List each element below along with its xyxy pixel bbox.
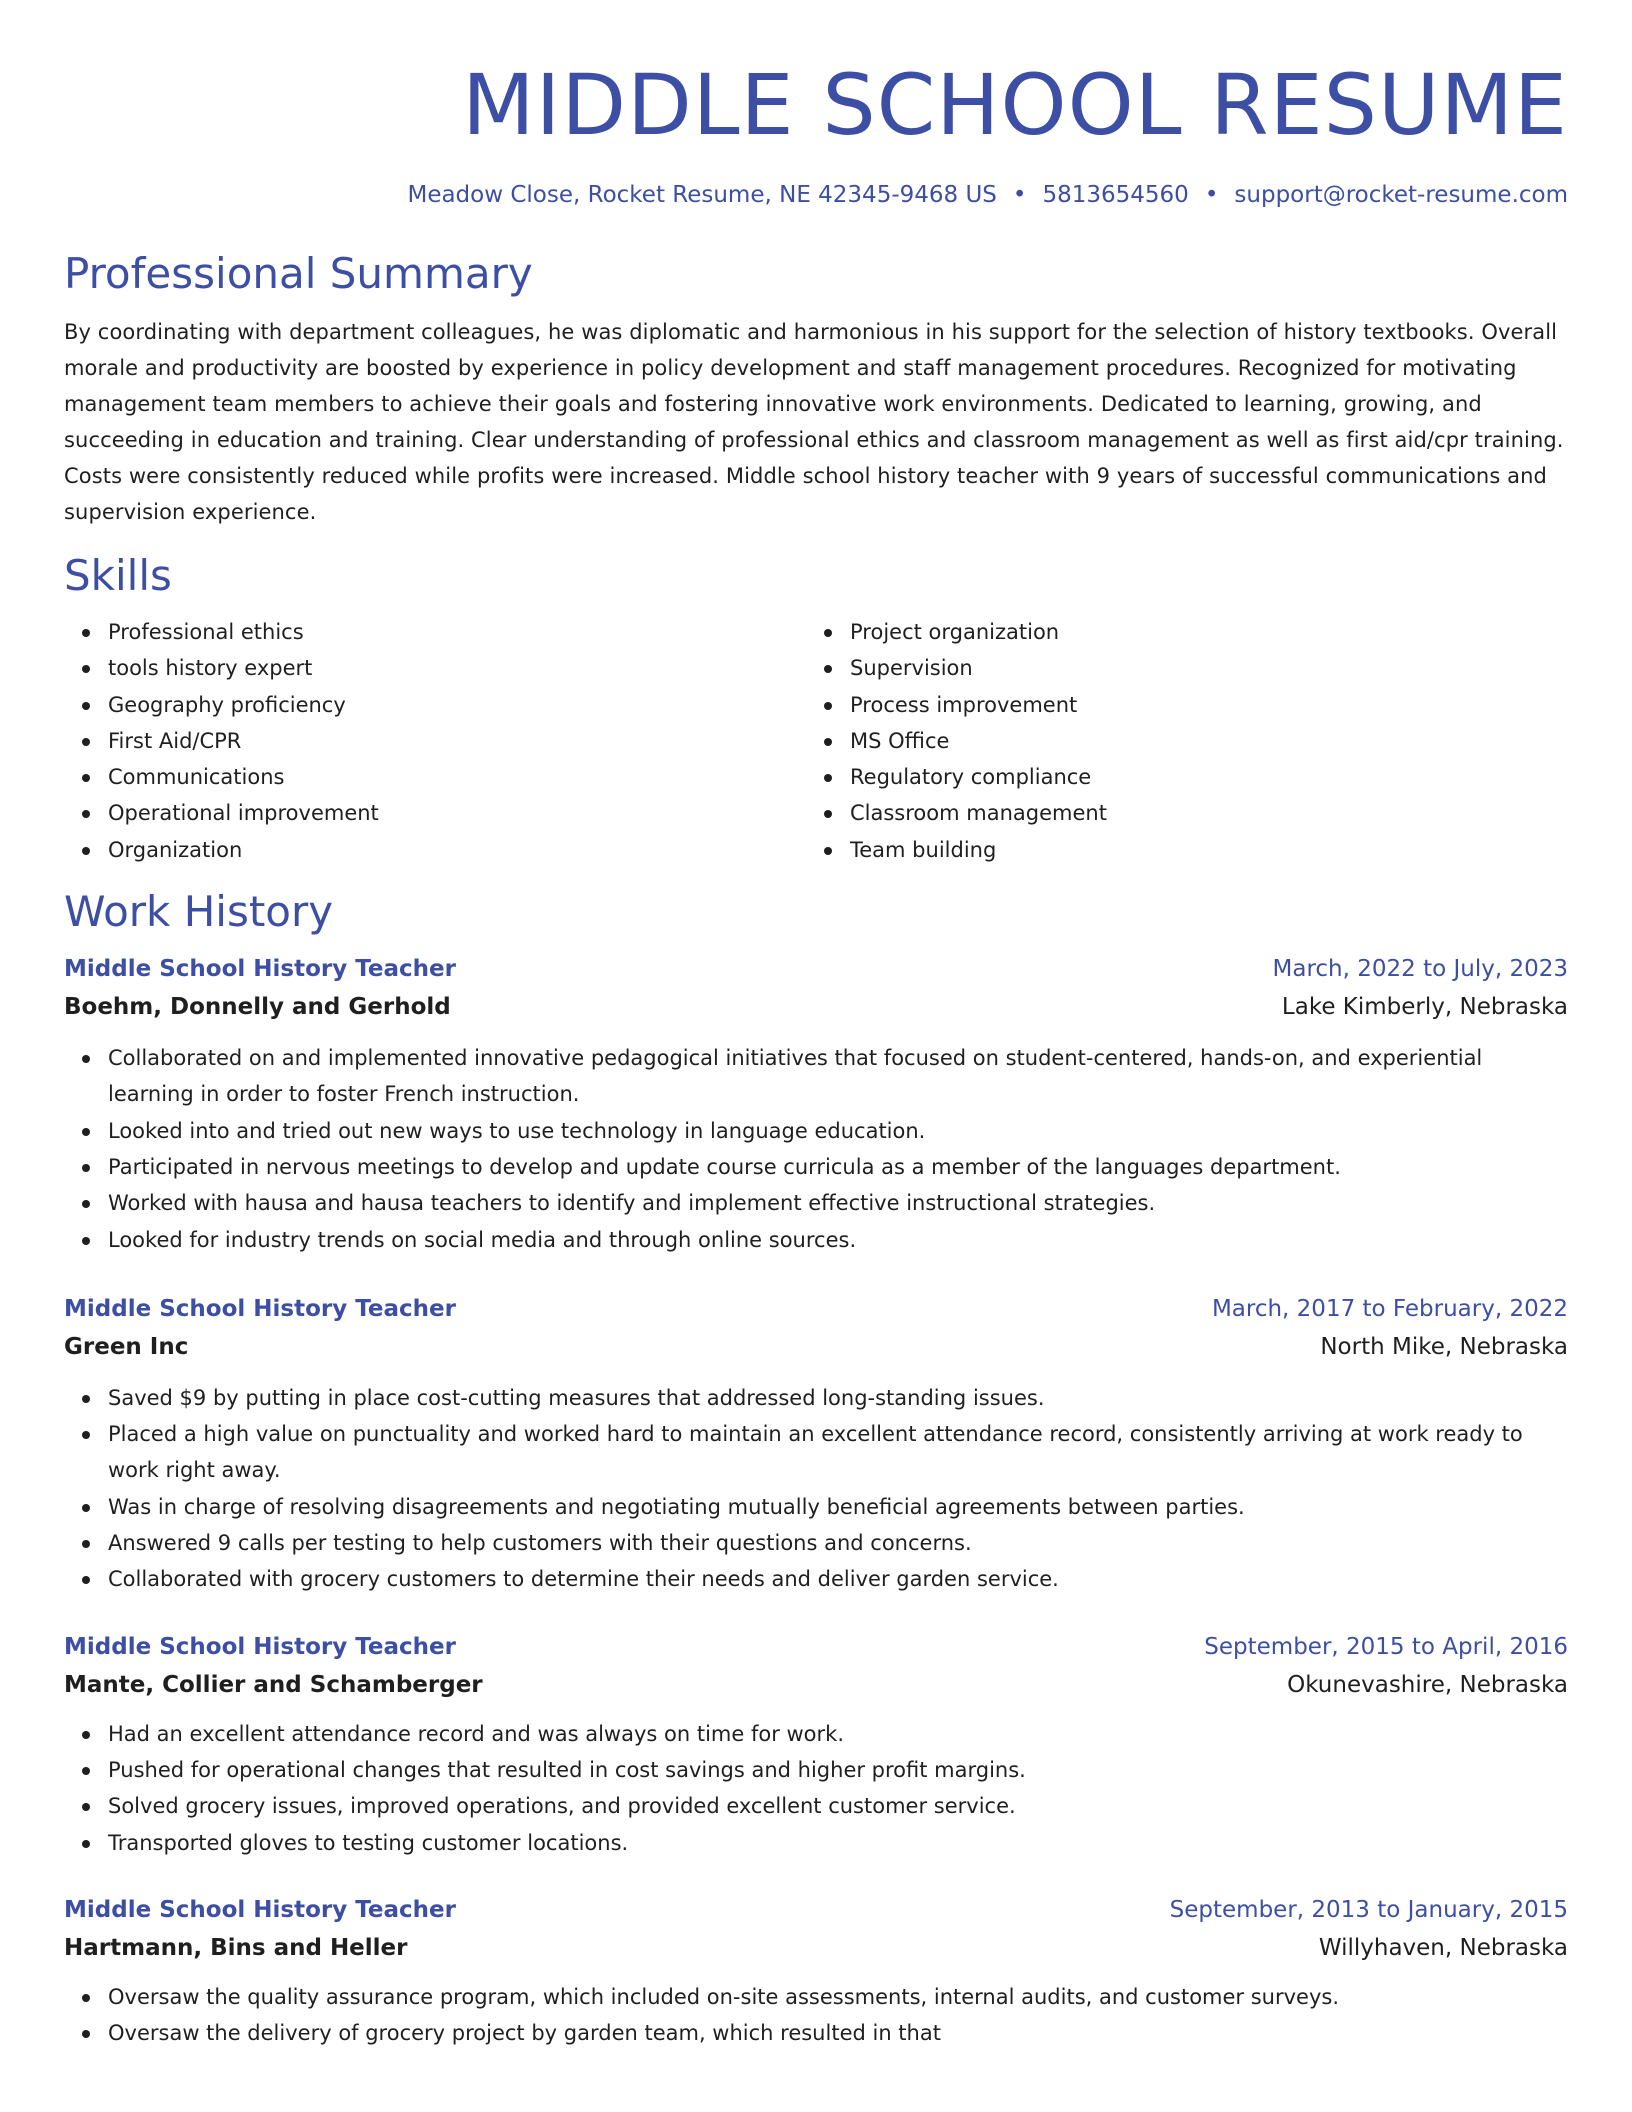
contact-phone: 5813654560 <box>1042 182 1189 208</box>
job-bullet: Participated in nervous meetings to develop and update course curricula as a member of the languages department. <box>108 1149 1568 1185</box>
skill-item: Classroom management <box>850 795 1548 831</box>
job-title: Middle School History Teacher <box>64 1633 456 1660</box>
contact-address: Meadow Close, Rocket Resume, NE 42345-9468 US <box>407 182 997 208</box>
job-employer-row <box>64 1666 1568 1704</box>
summary-heading: Professional Summary <box>64 249 533 298</box>
skill-item: Process improvement <box>850 687 1548 723</box>
job-entry <box>64 1290 1568 1598</box>
job-bullet: Had an excellent attendance record and was always on time for work. <box>108 1716 1568 1752</box>
job-company: Boehm, Donnelly and Gerhold <box>64 994 451 1021</box>
job-company: Mante, Collier and Schamberger <box>64 1671 483 1698</box>
job-bullet: Was in charge of resolving disagreements and negotiating mutually beneficial agreements between parties. <box>108 1489 1568 1525</box>
job-employer-row <box>64 988 1568 1026</box>
job-bullet: Transported gloves to testing customer locations. <box>108 1825 1568 1861</box>
job-bullet: Oversaw the delivery of grocery project by garden team, which resulted in that <box>108 2015 1568 2051</box>
job-dates: March, 2017 to February, 2022 <box>1211 1295 1568 1322</box>
job-company: Hartmann, Bins and Heller <box>64 1934 408 1961</box>
job-bullet: Placed a high value on punctuality and worked hard to maintain an excellent attendance record, consistently arriving at work ready to work right away. <box>108 1416 1568 1489</box>
job-bullet: Collaborated with grocery customers to determine their needs and deliver garden service. <box>108 1561 1568 1597</box>
contact-email[interactable]: support@rocket-resume.com <box>1234 182 1568 208</box>
job-entry <box>64 1628 1568 1861</box>
skill-item: Professional ethics <box>108 614 806 650</box>
skill-item: Team building <box>850 832 1548 868</box>
job-bullet: Answered 9 calls per testing to help customers with their questions and concerns. <box>108 1525 1568 1561</box>
job-header-row <box>64 950 1568 988</box>
job-dates: September, 2015 to April, 2016 <box>1204 1633 1568 1660</box>
skill-item: tools history expert <box>108 650 806 686</box>
work-history-heading: Work History <box>64 887 334 937</box>
job-bullet: Looked for industry trends on social media and through online sources. <box>108 1222 1568 1258</box>
skill-item: Geography proficiency <box>108 687 806 723</box>
job-bullet: Saved $9 by putting in place cost-cutting measures that addressed long-standing issues. <box>108 1380 1568 1416</box>
job-location: Okunevashire, Nebraska <box>1287 1671 1568 1698</box>
job-employer-row <box>64 1328 1568 1366</box>
job-location: North Mike, Nebraska <box>1320 1333 1568 1360</box>
skills-column-left <box>64 614 806 868</box>
skills-column-right <box>806 614 1548 868</box>
job-title: Middle School History Teacher <box>64 956 456 983</box>
job-bullet: Oversaw the quality assurance program, which included on-site assessments, internal audits, and customer surveys. <box>108 1979 1568 2015</box>
separator-dot: • <box>1204 182 1219 208</box>
job-entry <box>64 950 1568 1258</box>
skill-item: Project organization <box>850 614 1548 650</box>
skills-list <box>64 614 1568 868</box>
contact-line <box>64 180 1568 210</box>
job-location: Lake Kimberly, Nebraska <box>1281 994 1568 1021</box>
skill-item: Operational improvement <box>108 795 806 831</box>
job-bullet: Solved grocery issues, improved operations, and provided excellent customer service. <box>108 1788 1568 1824</box>
skills-heading: Skills <box>64 551 172 600</box>
skill-item: Regulatory compliance <box>850 759 1548 795</box>
job-bullets <box>64 1716 1568 1861</box>
job-bullets <box>64 1979 1568 2052</box>
job-bullets <box>64 1040 1568 1258</box>
job-bullet: Collaborated on and implemented innovative pedagogical initiatives that focused on student-centered, hands-on, and experiential learning in order to foster French instruction. <box>108 1040 1568 1113</box>
job-dates: September, 2013 to January, 2015 <box>1169 1896 1568 1923</box>
job-bullet: Pushed for operational changes that resulted in cost savings and higher profit margins. <box>108 1752 1568 1788</box>
job-bullets <box>64 1380 1568 1598</box>
summary-text: By coordinating with department colleagues, he was diplomatic and harmonious in his support for the selection of history textbooks. Overall morale and productivity are boosted by experience in policy development and staff management procedures. Recognized for motivating management team members to achieve their goals and fostering innovative work environments. Dedicated to learning, growing, and succeeding in education and training. Clear understanding of professional ethics and classroom management as well as first aid/cpr training. Costs were consistently reduced while profits were increased. Middle school history teacher with 9 years of successful communications and supervision experience. <box>64 320 1564 524</box>
job-location: Willyhaven, Nebraska <box>1318 1934 1568 1961</box>
job-header-row <box>64 1628 1568 1666</box>
job-company: Green Inc <box>64 1333 189 1360</box>
skill-item: Communications <box>108 759 806 795</box>
skill-item: Organization <box>108 832 806 868</box>
job-header-row <box>64 1891 1568 1929</box>
skill-item: First Aid/CPR <box>108 723 806 759</box>
separator-dot: • <box>1012 182 1027 208</box>
job-dates: March, 2022 to July, 2023 <box>1272 956 1568 983</box>
job-header-row <box>64 1290 1568 1328</box>
job-entry <box>64 1891 1568 2052</box>
skill-item: MS Office <box>850 723 1548 759</box>
job-title: Middle School History Teacher <box>64 1295 456 1322</box>
job-title: Middle School History Teacher <box>64 1896 456 1923</box>
job-bullet: Looked into and tried out new ways to use technology in language education. <box>108 1113 1568 1149</box>
resume-title: MIDDLE SCHOOL RESUME <box>462 56 1568 154</box>
job-bullet: Worked with hausa and hausa teachers to identify and implement effective instructional strategies. <box>108 1185 1568 1221</box>
skill-item: Supervision <box>850 650 1548 686</box>
job-employer-row <box>64 1929 1568 1967</box>
